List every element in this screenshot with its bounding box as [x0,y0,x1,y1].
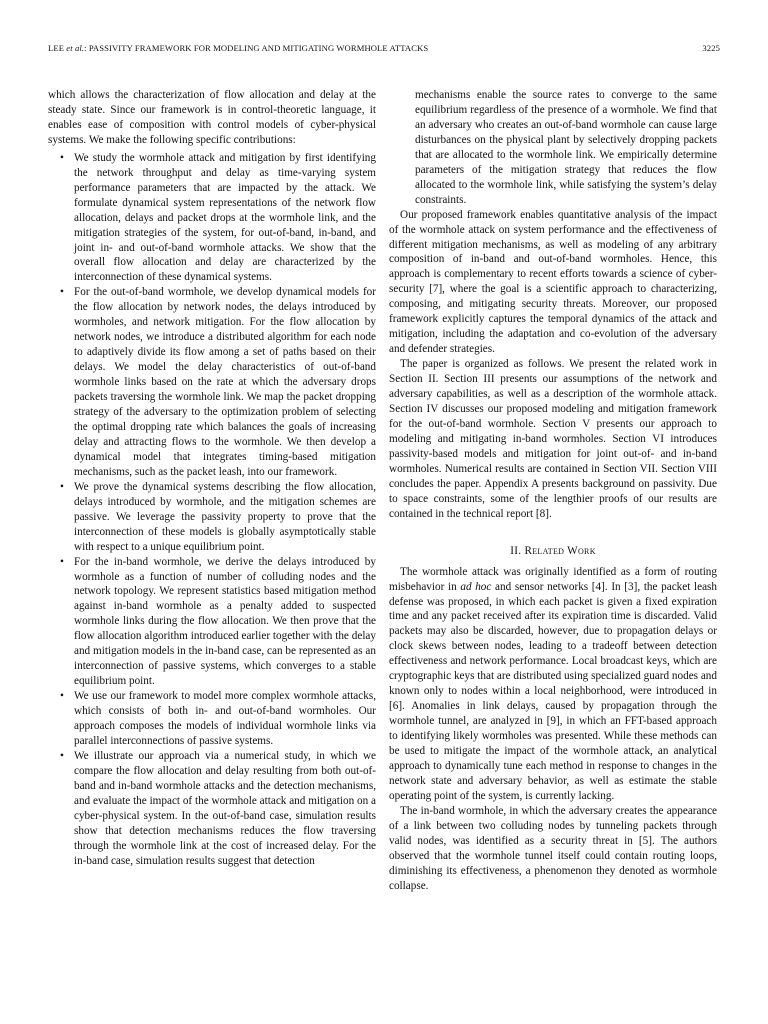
body-paragraph: Our proposed framework enables quantitative analysis of the impact of the wormhole attack on system performance and the effectiveness of different mitigation mechanisms, as well as modeling of any arbitrary composition of in-band and out-of-band wormholes. Hence, this approach is complementary to recent efforts towards a science of cyber-security [7], where the goal is a scientific approach to characterizing, composing, and mitigating security threats. Moreover, our proposed framework explicitly captures the temporal dynamics of the attack and mitigation, including the adaptation and co-evolution of the adversary and defender strategies. [389,208,717,356]
contribution-item: • We illustrate our approach via a numerical study, in which we compare the flow allocation and delay resulting from both out-of-band and in-band wormhole attacks and the detection mechanisms, and evaluate the impact of the wormhole attack and mitigation on a cyber-physical system. In the out-of-band case, simulation results show that detection mechanisms reduces the flow traversing through the wormhole link at the cost of increased delay. For the in-band case, simulation results suggest that detection [60,749,376,867]
contributions-list [48,151,376,869]
section-title: Related Work [524,544,596,557]
left-column [48,88,376,869]
contribution-item: • For the out-of-band wormhole, we develop dynamical models for the flow allocation by network nodes, the delays introduced by wormholes, and network mitigation. For the flow allocation by network nodes, we introduce a distributed algorithm for each node to adaptively divide its flow among a set of paths based on their delays. We model the delay characteristics of out-of-band wormhole links based on the rate at which the adversary drops packets traversing the wormhole link. We map the packet dropping strategy of the adversary to the optimization problem of selecting the optimal dropping rate which balances the goals of increasing delay and attracting flows to the wormhole. We then develop a dynamical model that integrates timing-based mitigation mechanisms, such as the packet leash, into our framework. [60,286,376,478]
bullet-icon: • [60,151,64,164]
body-paragraph: The wormhole attack was originally identified as a form of routing misbehavior in ad hoc and sensor networks [4]. In [3], the packet leash defense was proposed, in which each packet is given a fixed expiration time and any packet received after its expiration time is discarded. Valid packets may also be discarded, however, due to propagation delays or clock skews between nodes, leading to a tradeoff between detection effectiveness and network performance. Local broadcast keys, which are cryptographic keys that are distributed using specialized guard nodes and known only to nodes within a local neighborhood, were introduced in [6]. Anomalies in link delays, caused by propagation through the wormhole tunnel, are analyzed in [9], in which an FFT-based approach to identifying likely wormholes was presented. While these methods can be used to mitigate the impact of the wormhole attack, an analytical approach to dynamically tune each method in response to changes in the network state and adversary behavior, as well as estimate the stable operating point of the system, is currently lacking. [389,565,718,802]
running-head-title: LEE et al.: PASSIVITY FRAMEWORK FOR MODELING AND MITIGATING WORMHOLE ATTACKS [48,43,429,53]
bullet-icon: • [60,480,64,493]
contribution-item: • We prove the dynamical systems describing the flow allocation, delays introduced by wormhole, and the mitigation schemes are passive. We leverage the passivity property to prove that the interconnection of these models is globally asymptotically stable with respect to a unique equilibrium point. [60,480,376,553]
bullet-icon: • [60,555,64,568]
section-number: II. [510,544,525,557]
page-number: 3225 [702,43,720,53]
body-paragraph: The paper is organized as follows. We present the related work in Section II. Section III presents our assumptions of the network and adversary capabilities, as well as a description of the wormhole attack. Section IV discusses our proposed modeling and mitigation framework for the out-of-band wormhole. Section V presents our approach to modeling and mitigating in-band wormholes. Section VI introduces passivity-based models and mitigation for joint out-of- and in-band wormholes. Numerical results are contained in Section VII. Section VIII concludes the paper. Appendix A presents background on passivity. Due to space constraints, some of the lengthier proofs of our results are contained in the technical report [8]. [389,358,717,520]
intro-paragraph: which allows the characterization of flow allocation and delay at the steady state. Since our framework is in control-theoretic language, it enables ease of composition with control models of cyber-physical systems. We make the following specific contributions: [48,89,376,146]
bullet-icon: • [60,286,64,299]
contribution-item: • We study the wormhole attack and mitigation by first identifying the network throughput and delay as time-varying system performance parameters that are impacted by the attack. We formulate dynamical system representations of the network flow allocation, delays and packet drops at the wormhole link, and the mitigation strategies of the system, for out-of-band, in-band, and joint in- and out-of-band wormhole attacks. We show that the overall flow allocation and delay are characterized by the interconnection of these dynamical systems. [60,151,376,284]
right-column [389,88,717,894]
running-header [48,43,720,57]
section-heading [389,544,717,559]
bullet-icon: • [60,749,64,762]
contribution-item-continuation: mechanisms enable the source rates to converge to the same equilibrium regardless of the presence of a wormhole. We find that an adversary who creates an out-of-band wormhole can cause large disturbances on the physical plant by selectively dropping packets that are allocated to the wormhole link. We empirically determine parameters of the mitigation strategy that reduces the flow allocated to the wormhole link, while satisfying the system’s delay constraints. [415,89,717,206]
contribution-item: • For the in-band wormhole, we derive the delays introduced by wormhole as a function of number of colluding nodes and the network topology. We represent statistics based mitigation method against in-band wormhole as a penalty added to suspected wormhole links during the flow allocation. We then prove that the flow allocation algorithm introduced earlier together with the delay and mitigation models in the in-band case, can be represented as an interconnection of passive systems, which converges to a stable equilibrium point. [60,555,376,688]
body-paragraph: The in-band wormhole, in which the adversary creates the appearance of a link between two colluding nodes by tunneling packets through valid nodes, was identified as a security threat in [5]. The authors observed that the wormhole tunnel itself could contain routing loops, diminishing its effectiveness, a phenomenon they denoted as wormhole collapse. [389,804,717,892]
contribution-item: • We use our framework to model more complex wormhole attacks, which consists of both in- and out-of-band wormholes. Our approach composes the models of individual wormhole links via parallel interconnections of passive systems. [60,690,376,747]
bullet-icon: • [60,690,64,703]
